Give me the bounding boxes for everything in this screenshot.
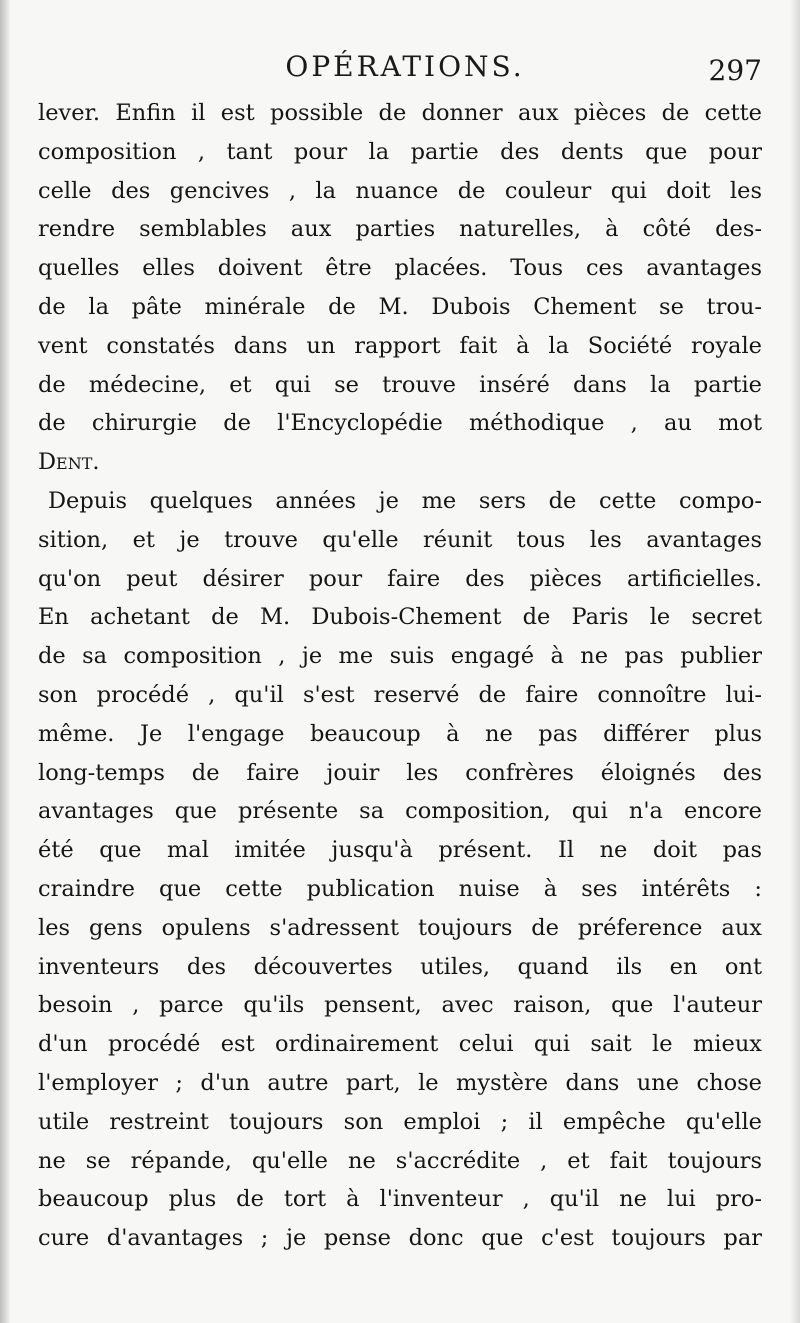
text-line: celle des gencives , la nuance de couleur qui doit les	[38, 177, 762, 204]
text-line: lever. Enfin il est possible de donner aux pièces de cette	[38, 100, 762, 126]
text-line: besoin , parce qu'ils pensent, avec raison, que l'auteur	[38, 992, 762, 1019]
text-line: avantages que présente sa composition, qui n'a encore	[38, 798, 762, 825]
text-line: quelles elles doivent être placées. Tous ces avantages	[38, 255, 762, 282]
text-line: les gens opulens s'adressent toujours de préference aux	[38, 914, 762, 941]
text-line: de la pâte minérale de M. Dubois Chement se trou-	[38, 293, 762, 320]
page-number: 297	[708, 54, 762, 87]
text-line: composition , tant pour la partie des dents que pour	[38, 138, 762, 165]
text-line: rendre semblables aux parties naturelles, à côté des-	[38, 216, 762, 243]
text-line: de médecine, et qui se trouve inséré dans la partie	[38, 371, 762, 398]
text-line: sition, et je trouve qu'elle réunit tous les avantages	[38, 526, 762, 553]
page-gutter-shadow	[0, 0, 10, 1323]
text-line: cure d'avantages ; je pense donc que c'est toujours par	[38, 1225, 762, 1252]
running-title: OPÉRATIONS.	[285, 50, 525, 83]
text-line: de chirurgie de l'Encyclopédie méthodique , au mot	[38, 410, 762, 437]
text-line: craindre que cette publication nuise à ses intérêts :	[38, 875, 762, 902]
text-line: été que mal imitée jusqu'à présent. Il ne doit pas	[38, 837, 762, 864]
page-outer-edge	[790, 0, 800, 1323]
text-line: beaucoup plus de tort à l'inventeur , qu'il ne lui pro-	[38, 1186, 762, 1213]
body-text	[38, 94, 762, 1258]
text-line: ne se répande, qu'elle ne s'accrédite , et fait toujours	[38, 1147, 762, 1174]
text-line: qu'on peut désirer pour faire des pièces artificielles.	[38, 565, 762, 592]
text-line: de sa composition , je me suis engagé à ne pas publier	[38, 643, 762, 670]
text-line: long-temps de faire jouir les confrères éloignés des	[38, 759, 762, 786]
text-line: vent constatés dans un rapport fait à la Société royale	[38, 332, 762, 359]
text-line: inventeurs des découvertes utiles, quand ils en ont	[38, 953, 762, 980]
text-line: utile restreint toujours son emploi ; il empêche qu'elle	[38, 1108, 762, 1135]
paragraph-first-line: Depuis quelques années je me sers de cette compo-	[48, 487, 762, 514]
page-header	[40, 40, 770, 90]
text-line: Dent.	[38, 449, 100, 476]
text-line: son procédé , qu'il s'est reservé de faire connoître lui-	[38, 681, 762, 708]
text-line: même. Je l'engage beaucoup à ne pas différer plus	[38, 720, 762, 747]
text-line: En achetant de M. Dubois-Chement de Paris le secret	[38, 604, 762, 631]
text-line: l'employer ; d'un autre part, le mystère dans une chose	[38, 1069, 762, 1096]
text-line: d'un procédé est ordinairement celui qui sait le mieux	[38, 1031, 762, 1058]
